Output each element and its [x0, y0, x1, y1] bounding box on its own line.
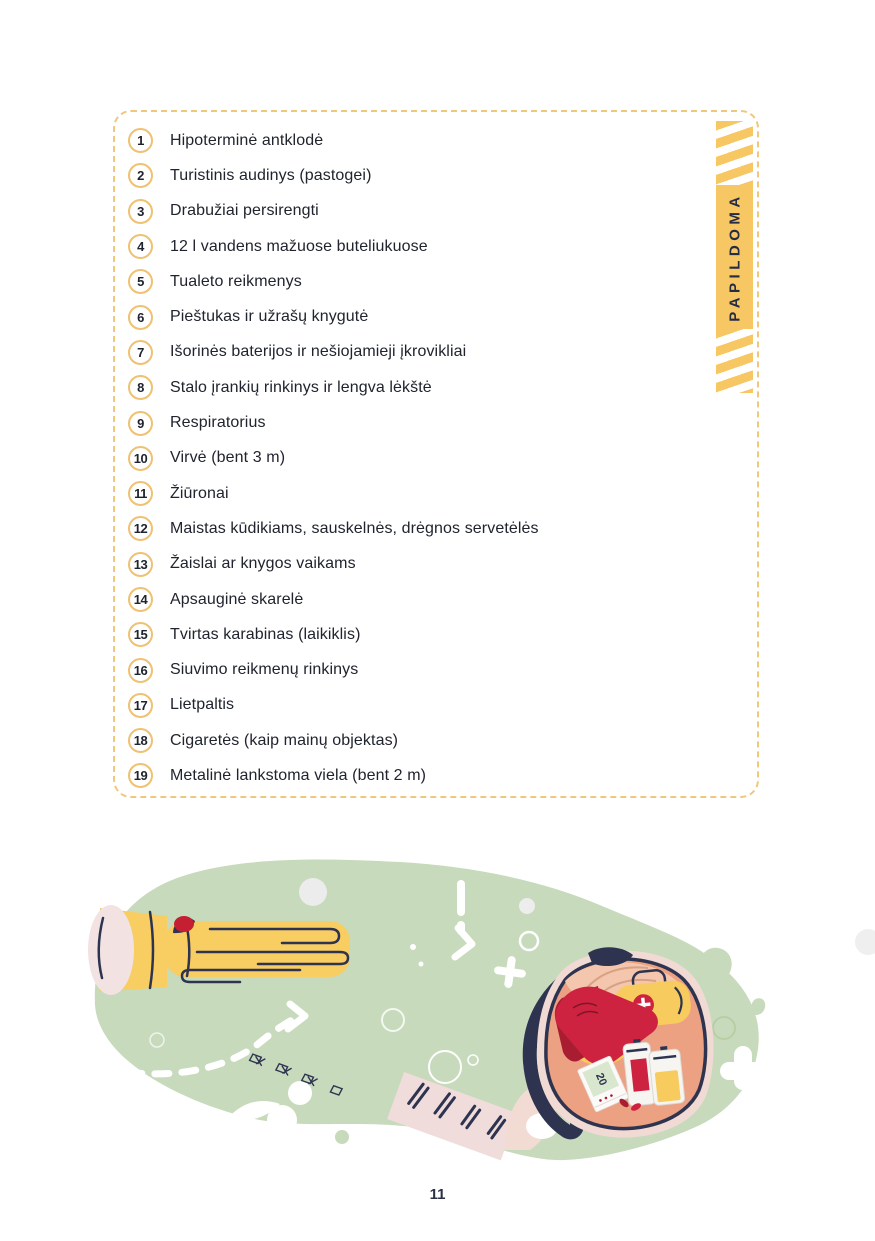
item-number-badge: 3 [128, 199, 153, 224]
item-number-badge: 19 [128, 763, 153, 788]
list-item [115, 229, 757, 264]
list-item [115, 158, 757, 193]
item-number-badge: 6 [128, 305, 153, 330]
section-ribbon [716, 121, 753, 393]
supplies-checklist-panel [113, 110, 759, 798]
item-number-badge: 10 [128, 446, 153, 471]
item-label: Virvė (bent 3 m) [170, 449, 286, 467]
flashlight-button [174, 916, 194, 932]
item-label: Apsauginė skarelė [170, 590, 304, 608]
item-label: Respiratorius [170, 414, 266, 432]
item-label: Turistinis audinys (pastogei) [170, 166, 372, 184]
list-item [115, 758, 757, 793]
green-dot [335, 1130, 349, 1144]
list-item [115, 405, 757, 440]
ribbon-stripes-bottom [716, 329, 753, 393]
item-label: Tualeto reikmenys [170, 272, 302, 290]
arrow-right [114, 1150, 128, 1170]
item-label: Išorinės baterijos ir nešiojamieji įkrovikliai [170, 343, 467, 361]
item-number-badge: 13 [128, 552, 153, 577]
item-number-badge: 1 [128, 128, 153, 153]
list-item [115, 123, 757, 158]
list-item [115, 441, 757, 476]
item-label: Maistas kūdikiams, sauskelnės, drėgnos servetėlės [170, 519, 539, 537]
list-item [115, 547, 757, 582]
item-number-badge: 9 [128, 411, 153, 436]
list-item [115, 582, 757, 617]
list-item [115, 511, 757, 546]
list-item [115, 370, 757, 405]
list-item [115, 652, 757, 687]
list-item [115, 299, 757, 334]
item-label: Siuvimo reikmenų rinkinys [170, 661, 359, 679]
list-item [115, 617, 757, 652]
list-item [115, 688, 757, 723]
item-number-badge: 14 [128, 587, 153, 612]
list-item [115, 476, 757, 511]
item-label: Lietpaltis [170, 696, 235, 714]
emergency-kit-illustration [0, 848, 875, 1182]
green-comma [751, 998, 765, 1015]
item-number-badge: 2 [128, 163, 153, 188]
item-number-badge: 18 [128, 728, 153, 753]
item-label: Tvirtas karabinas (laikiklis) [170, 625, 361, 643]
supplies-list [115, 123, 757, 794]
item-label: Cigaretės (kaip mainų objektas) [170, 731, 399, 749]
list-item [115, 264, 757, 299]
item-number-badge: 16 [128, 658, 153, 683]
item-number-badge: 4 [128, 234, 153, 259]
item-label: 12 l vandens mažuose buteliukuose [170, 237, 428, 255]
item-number-badge: 17 [128, 693, 153, 718]
item-number-badge: 11 [128, 481, 153, 506]
list-item [115, 335, 757, 370]
item-number-badge: 8 [128, 375, 153, 400]
ribbon-stripes-top [716, 121, 753, 185]
list-item [115, 723, 757, 758]
item-number-badge: 15 [128, 622, 153, 647]
item-label: Hipoterminė antklodė [170, 131, 324, 149]
item-number-badge: 12 [128, 516, 153, 541]
item-label: Drabužiai persirengti [170, 202, 319, 220]
section-ribbon-label: PAPILDOMA [726, 192, 743, 322]
svg-text:20: 20 [592, 1071, 609, 1088]
item-number-badge: 5 [128, 269, 153, 294]
item-label: Pieštukas ir užrašų knygutė [170, 308, 369, 326]
list-item [115, 194, 757, 229]
item-label: Metalinė lankstoma viela (bent 2 m) [170, 766, 427, 784]
item-number-badge: 7 [128, 340, 153, 365]
item-label: Žiūronai [170, 484, 229, 502]
item-label: Žaislai ar knygos vaikams [170, 555, 356, 573]
item-label: Stalo įrankių rinkinys ir lengva lėkštė [170, 378, 432, 396]
page-number: 11 [429, 1186, 446, 1203]
